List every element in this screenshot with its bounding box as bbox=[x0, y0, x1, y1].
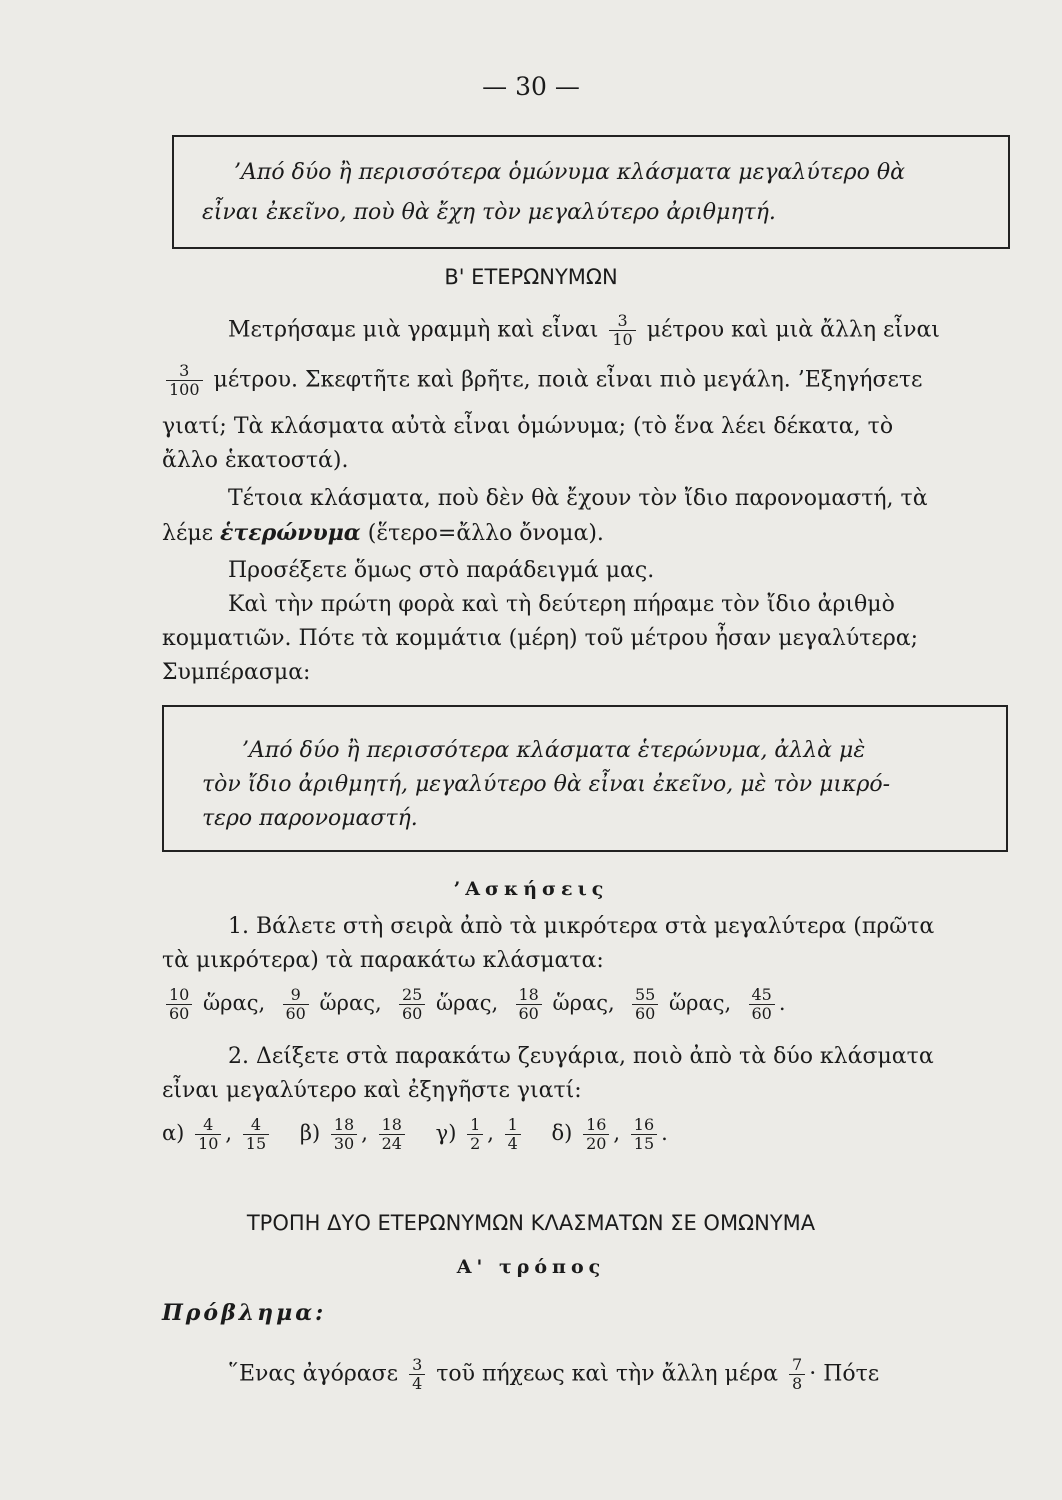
numerator: 4 bbox=[243, 1116, 269, 1135]
rule2-line-2: τὸν ἴδιο ἀριθμητή, μεγαλύτερο θὰ εἶναι ἐκεῖνο, μὲ τὸν μικρό- bbox=[202, 772, 891, 797]
para1-line4: ἄλλο ἑκατοστά). bbox=[162, 448, 349, 473]
para4-line2: κομματιῶν. Πότε τὰ κομμάτια (μέρη) τοῦ μέτρου ἦσαν μεγαλύτερα; bbox=[162, 626, 919, 651]
ex2-pairs-row: α) $\frac{4}{10}$ , $\frac{4}{15}$ β) $\frac{18}{30}$ , $\frac{18}{24}$ γ) $\frac{1}{2}$ , $\frac{1}{4}$ δ) $\frac{16}{20}$ , $\frac{16}{15}$ . bbox=[162, 1115, 668, 1153]
para1-line1 bbox=[228, 312, 940, 349]
pair-label-d: δ) bbox=[551, 1121, 573, 1145]
numerator: 18 bbox=[331, 1116, 357, 1135]
para1-line2 bbox=[162, 362, 922, 399]
denominator: 60 bbox=[285, 1004, 306, 1023]
denominator: 2 bbox=[470, 1134, 481, 1153]
fraction-18-60 bbox=[516, 986, 542, 1023]
problem-label: Πρόβλημα: bbox=[162, 1300, 327, 1326]
unit-hours: ὥρας, bbox=[436, 991, 499, 1015]
denominator: 60 bbox=[169, 1004, 190, 1023]
denominator: 20 bbox=[586, 1134, 607, 1153]
unit-hours: ὥρας, bbox=[669, 991, 732, 1015]
denominator: 15 bbox=[245, 1134, 267, 1153]
exercises-title: ’Ασκήσεις bbox=[453, 878, 609, 900]
denominator: 60 bbox=[751, 1004, 772, 1023]
para2-line2 bbox=[162, 518, 604, 549]
para2-text-c: (ἕτερο=ἄλλο ὄνομα). bbox=[367, 521, 604, 546]
numerator: 3 bbox=[409, 1356, 425, 1375]
rule-line-2: εἶναι ἐκεῖνο, ποὺ θὰ ἔχη τὸν μεγαλύτερο ἀριθμητή. bbox=[202, 200, 776, 225]
ex2-line2: εἶναι μεγαλύτερο καὶ ἐξηγῆστε γιατί: bbox=[162, 1078, 582, 1103]
numerator: 16 bbox=[583, 1116, 609, 1135]
unit-hours: ὥρας, bbox=[552, 991, 615, 1015]
fraction-16-15 bbox=[631, 1116, 657, 1153]
pair-label-b: β) bbox=[299, 1121, 321, 1145]
para4-line1: Καὶ τὴν πρώτη φορὰ καὶ τὴ δεύτερη πήραμε τὸν ἴδιο ἀριθμὸ bbox=[228, 592, 895, 617]
rule-box-heteronymous bbox=[162, 705, 1008, 852]
numerator: 45 bbox=[749, 986, 775, 1005]
fraction-9-60 bbox=[283, 986, 309, 1023]
section-title-heteronymous: Β' ΕΤΕΡΩΝΥΜΩΝ bbox=[444, 265, 618, 289]
para2-text-a: λέμε bbox=[162, 521, 214, 546]
denominator: 100 bbox=[169, 380, 200, 399]
denominator: 4 bbox=[507, 1134, 518, 1153]
numerator: 18 bbox=[516, 986, 542, 1005]
numerator: 10 bbox=[166, 986, 192, 1005]
fraction-10-60 bbox=[166, 986, 192, 1023]
numerator: 16 bbox=[631, 1116, 657, 1135]
ex1-fractions-row: $\frac{10}{60}$ ὥρας, $\frac{9}{60}$ ὥρας, $\frac{25}{60}$ ὥρας, $\frac{18}{60}$ ὥρας, $\frac{55}{60}$ ὥρας, $\frac{45}{60}$ . bbox=[162, 986, 786, 1023]
problem-text-b: τοῦ πήχεως καὶ τὴν ἄλλη μέρα bbox=[436, 1361, 779, 1387]
para3: Προσέξετε ὅμως στὸ παράδειγμά μας. bbox=[228, 558, 655, 583]
pair-label-c: γ) bbox=[435, 1121, 457, 1145]
denominator: 30 bbox=[333, 1134, 355, 1153]
unit-hours: ὥρας, bbox=[203, 991, 266, 1015]
fraction-4-15 bbox=[243, 1116, 269, 1153]
fraction-18-24 bbox=[379, 1116, 405, 1153]
ex2-line1: 2. Δείξετε στὰ παρακάτω ζευγάρια, ποιὸ ἀπὸ τὰ δύο κλάσματα bbox=[228, 1044, 934, 1069]
numerator: 3 bbox=[609, 312, 635, 331]
para2-line1: Τέτοια κλάσματα, ποὺ δὲν θὰ ἔχουν τὸν ἴδιο παρονομαστή, τὰ bbox=[228, 486, 928, 511]
denominator: 15 bbox=[633, 1134, 655, 1153]
denominator: 60 bbox=[635, 1004, 656, 1023]
fraction-4-10 bbox=[195, 1116, 221, 1153]
fraction-18-30 bbox=[331, 1116, 357, 1153]
fraction-16-20 bbox=[583, 1116, 609, 1153]
fraction-3-10 bbox=[609, 312, 635, 349]
fraction-7-8 bbox=[789, 1356, 805, 1393]
numerator: 7 bbox=[789, 1356, 805, 1375]
denominator: 4 bbox=[412, 1374, 423, 1393]
term-heteronymous: ἑτερώνυμα bbox=[220, 520, 361, 546]
numerator: 25 bbox=[399, 986, 425, 1005]
unit-hours: ὥρας, bbox=[319, 991, 382, 1015]
page-number: — 30 — bbox=[482, 72, 580, 101]
denominator: 60 bbox=[518, 1004, 539, 1023]
numerator: 9 bbox=[283, 986, 309, 1005]
numerator: 18 bbox=[379, 1116, 405, 1135]
fraction-1-4 bbox=[505, 1116, 521, 1153]
numerator: 55 bbox=[632, 986, 658, 1005]
rule2-line-1: ’Από δύο ἢ περισσότερα κλάσματα ἑτερώνυμα, ἀλλὰ μὲ bbox=[242, 738, 866, 763]
para4-line3: Συμπέρασμα: bbox=[162, 660, 311, 685]
para1-text-c: μέτρου. Σκεφτῆτε καὶ βρῆτε, ποιὰ εἶναι πιὸ μεγάλη. ’Εξηγήσετε bbox=[213, 367, 923, 393]
ex1-line1: 1. Βάλετε στὴ σειρὰ ἀπὸ τὰ μικρότερα στὰ μεγαλύτερα (πρῶτα bbox=[228, 914, 935, 939]
numerator: 4 bbox=[195, 1116, 221, 1135]
fraction-45-60 bbox=[749, 986, 775, 1023]
problem-line: ῞Ενας ἀγόρασε $\frac{3}{4}$ τοῦ πήχεως καὶ τὴν ἄλλη μέρα $\frac{7}{8}$ · Πότε bbox=[228, 1355, 880, 1393]
problem-text-a: ῞Ενας ἀγόρασε bbox=[228, 1361, 399, 1387]
numerator: 3 bbox=[166, 362, 203, 381]
fraction-3-4 bbox=[409, 1356, 425, 1393]
rule-line-1: ’Από δύο ἢ περισσότερα ὁμώνυμα κλάσματα μεγαλύτερο θὰ bbox=[234, 160, 905, 185]
fraction-55-60 bbox=[632, 986, 658, 1023]
denominator: 8 bbox=[792, 1374, 803, 1393]
denominator: 24 bbox=[381, 1134, 402, 1153]
para1-text-b: μέτρου καὶ μιὰ ἄλλη εἶναι bbox=[646, 317, 940, 343]
numerator: 1 bbox=[467, 1116, 483, 1135]
para1-text-a: Μετρήσαμε μιὰ γραμμὴ καὶ εἶναι bbox=[228, 317, 599, 343]
denominator: 60 bbox=[402, 1004, 423, 1023]
denominator: 10 bbox=[612, 330, 633, 349]
pair-label-a: α) bbox=[162, 1121, 185, 1145]
fraction-25-60 bbox=[399, 986, 425, 1023]
ex1-line2: τὰ μικρότερα) τὰ παρακάτω κλάσματα: bbox=[162, 948, 604, 973]
denominator: 10 bbox=[198, 1134, 219, 1153]
rule2-line-3: τερο παρονομαστή. bbox=[202, 806, 418, 831]
fraction-3-100 bbox=[166, 362, 203, 399]
rule-box-homonymous bbox=[172, 135, 1010, 249]
para1-line3: γιατί; Τὰ κλάσματα αὐτὰ εἶναι ὁμώνυμα; (τὸ ἕνα λέει δέκατα, τὸ bbox=[162, 414, 894, 439]
fraction-1-2 bbox=[467, 1116, 483, 1153]
problem-text-c: Πότε bbox=[823, 1361, 880, 1387]
method-title: Α' τρόπος bbox=[456, 1256, 606, 1278]
numerator: 1 bbox=[505, 1116, 521, 1135]
section-title-conversion: ΤΡΟΠΗ ΔΥΟ ΕΤΕΡΩΝΥΜΩΝ ΚΛΑΣΜΑΤΩΝ ΣΕ ΟΜΩΝΥΜΑ bbox=[246, 1211, 816, 1235]
